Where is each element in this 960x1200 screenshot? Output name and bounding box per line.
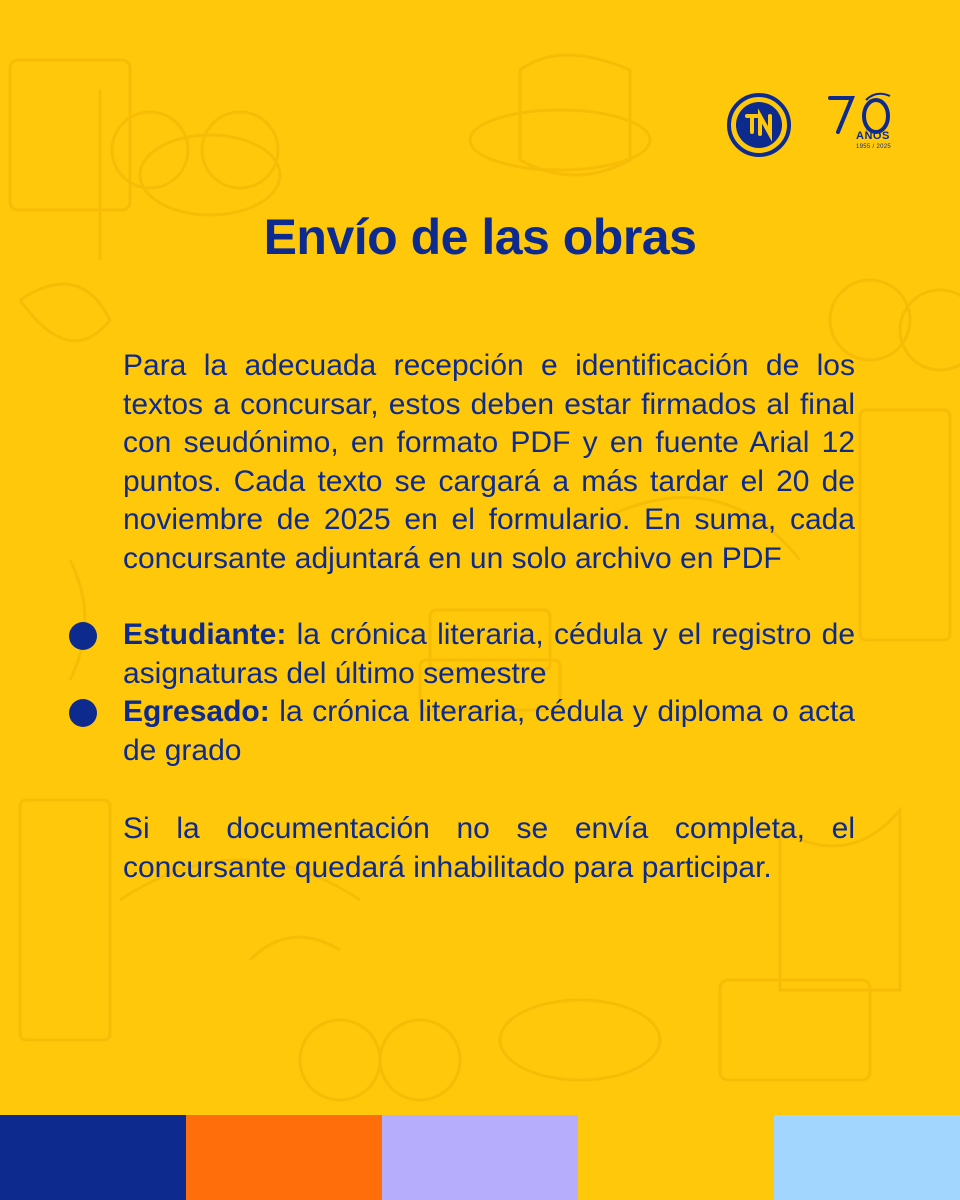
header-logos — [726, 92, 900, 158]
bullet-label: Egresado: — [123, 695, 270, 728]
anniversary-label: AÑOS — [856, 130, 890, 142]
stripe-yellow — [578, 1115, 774, 1200]
bullet-label: Estudiante: — [123, 618, 287, 651]
bullet-dot-icon — [69, 622, 97, 650]
university-emblem-icon — [726, 92, 792, 158]
bullet-text: la crónica literaria, cédula y diploma o acta de grado — [123, 695, 855, 767]
stripe-navy — [0, 1115, 186, 1200]
color-stripes-footer — [0, 1115, 960, 1200]
stripe-lavender — [382, 1115, 578, 1200]
closing-paragraph: Si la documentación no se envía completa, el concursante quedará inhabilitado para participar. — [123, 812, 855, 884]
main-content — [123, 347, 855, 887]
requirements-list — [123, 616, 855, 770]
stripe-orange — [186, 1115, 382, 1200]
page-title: Envío de las obras — [263, 209, 697, 265]
list-item-student — [123, 616, 855, 693]
intro-paragraph: Para la adecuada recepción e identificación de los textos a concursar, estos deben estar firmados al final con seudónimo, en formato PDF y en fuente Arial 12 puntos. Cada texto se cargará a más tardar el 20 de noviembre de 2025 en el formulario. En suma, cada concursante adjuntará en un solo archivo en PDF — [123, 349, 855, 575]
bullet-text: la crónica literaria, cédula y el registro de asignaturas del último semestre — [123, 618, 855, 690]
stripe-light-blue — [774, 1115, 960, 1200]
list-item-graduate — [123, 693, 855, 770]
bullet-dot-icon — [69, 699, 97, 727]
anniversary-years: 1955 / 2025 — [856, 144, 891, 150]
anniversary-logo — [826, 92, 900, 158]
